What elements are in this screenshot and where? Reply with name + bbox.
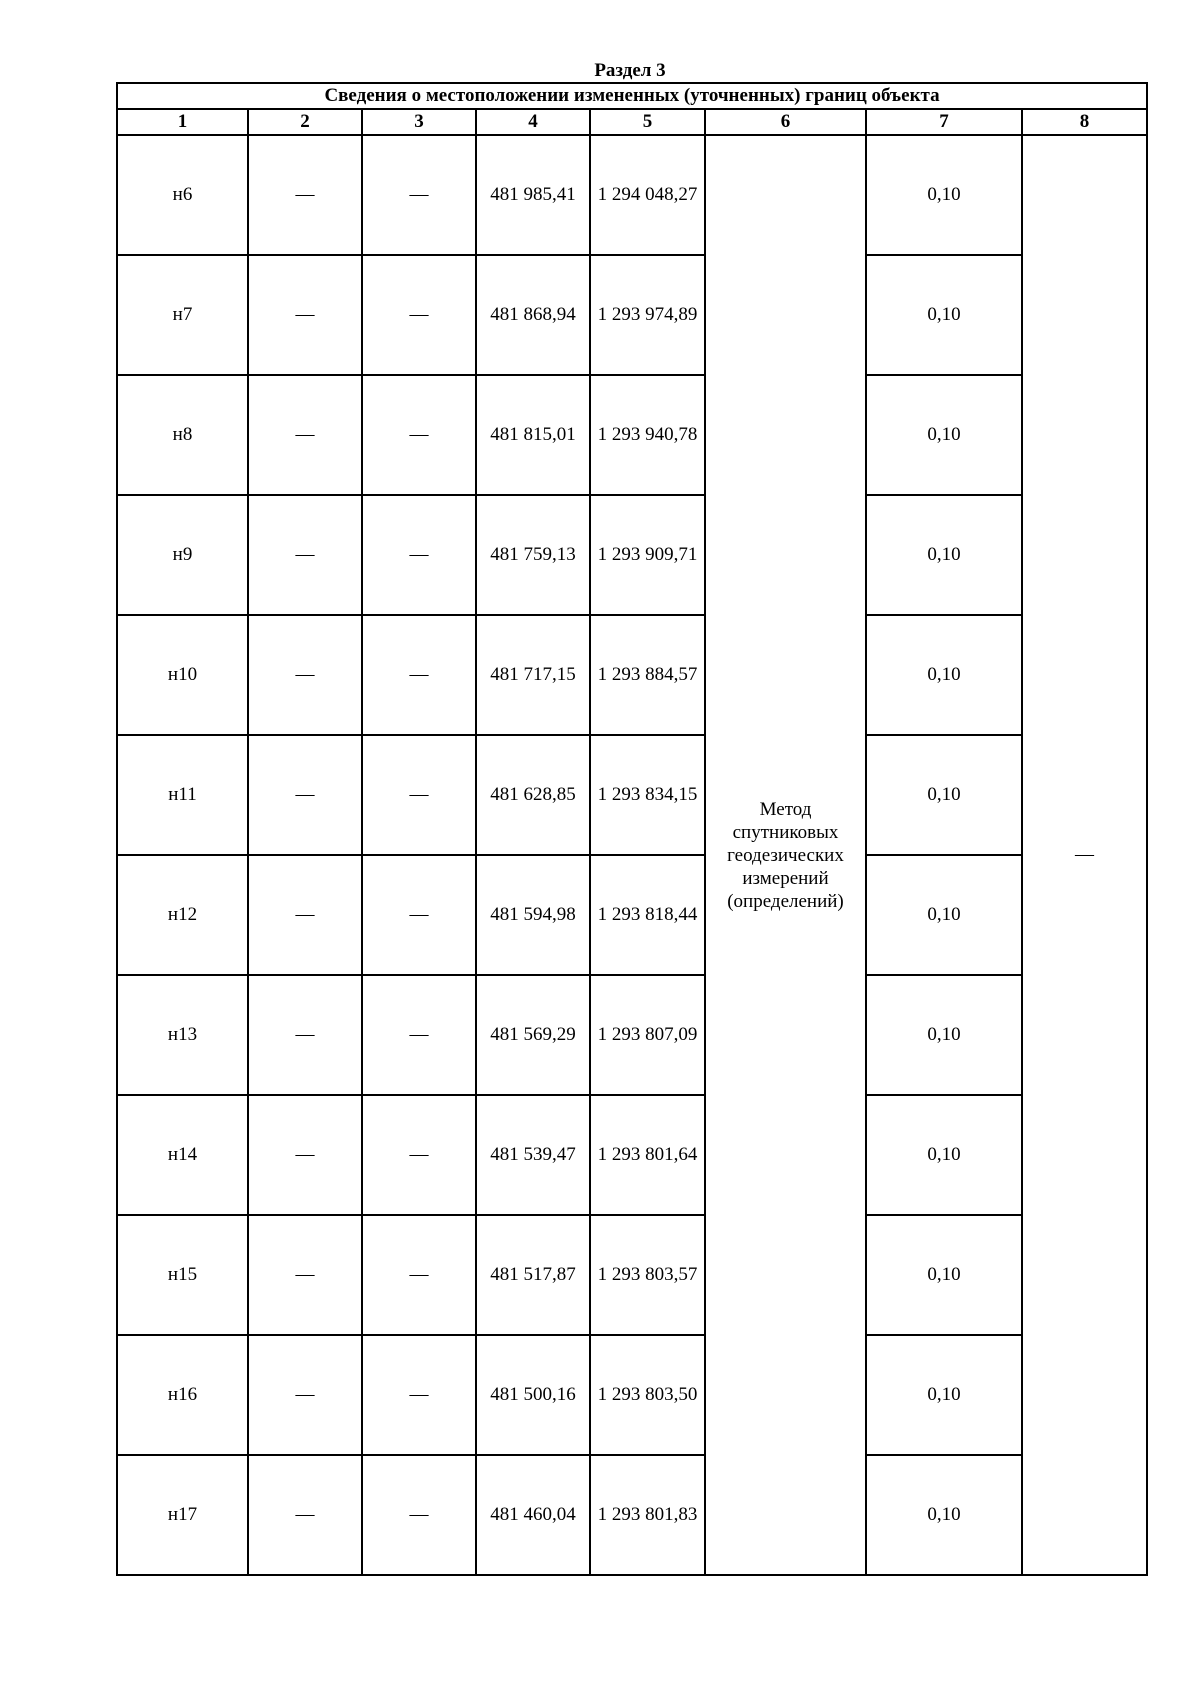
column-header: 2	[248, 109, 362, 135]
table-row	[117, 1335, 1147, 1455]
coordinate-y: 1 293 818,44	[590, 855, 705, 975]
table-row	[117, 495, 1147, 615]
column-3-value: —	[362, 135, 476, 255]
column-2-value: —	[248, 855, 362, 975]
point-id: н8	[117, 375, 248, 495]
column-header: 6	[705, 109, 866, 135]
column-2-value: —	[248, 975, 362, 1095]
table-row	[117, 615, 1147, 735]
point-id: н13	[117, 975, 248, 1095]
column-3-value: —	[362, 1095, 476, 1215]
table-row	[117, 855, 1147, 975]
accuracy-value: 0,10	[866, 615, 1022, 735]
column-8-value: —	[1022, 135, 1147, 1575]
column-2-value: —	[248, 615, 362, 735]
accuracy-value: 0,10	[866, 495, 1022, 615]
accuracy-value: 0,10	[866, 1215, 1022, 1335]
column-2-value: —	[248, 255, 362, 375]
point-id: н14	[117, 1095, 248, 1215]
coordinate-y: 1 293 974,89	[590, 255, 705, 375]
column-header: 4	[476, 109, 590, 135]
column-header: 3	[362, 109, 476, 135]
table-row	[117, 1215, 1147, 1335]
accuracy-value: 0,10	[866, 735, 1022, 855]
column-3-value: —	[362, 1215, 476, 1335]
accuracy-value: 0,10	[866, 1335, 1022, 1455]
point-id: н17	[117, 1455, 248, 1575]
accuracy-value: 0,10	[866, 975, 1022, 1095]
coordinate-y: 1 293 803,57	[590, 1215, 705, 1335]
accuracy-value: 0,10	[866, 855, 1022, 975]
column-2-value: —	[248, 135, 362, 255]
section-title: Раздел 3	[594, 60, 666, 81]
coordinate-y: 1 293 834,15	[590, 735, 705, 855]
accuracy-value: 0,10	[866, 1095, 1022, 1215]
column-2-value: —	[248, 735, 362, 855]
accuracy-value: 0,10	[866, 1455, 1022, 1575]
coordinate-x: 481 539,47	[476, 1095, 590, 1215]
column-header-row	[117, 109, 1147, 135]
coordinate-x: 481 717,15	[476, 615, 590, 735]
coordinate-y: 1 293 807,09	[590, 975, 705, 1095]
accuracy-value: 0,10	[866, 135, 1022, 255]
coordinate-x: 481 594,98	[476, 855, 590, 975]
column-3-value: —	[362, 375, 476, 495]
point-id: н7	[117, 255, 248, 375]
coordinate-x: 481 985,41	[476, 135, 590, 255]
coordinate-y: 1 293 884,57	[590, 615, 705, 735]
point-id: н12	[117, 855, 248, 975]
column-header: 1	[117, 109, 248, 135]
column-3-value: —	[362, 1455, 476, 1575]
column-2-value: —	[248, 375, 362, 495]
coordinate-x: 481 517,87	[476, 1215, 590, 1335]
table-row	[117, 735, 1147, 855]
coordinate-y: 1 293 909,71	[590, 495, 705, 615]
point-id: н10	[117, 615, 248, 735]
table-row	[117, 375, 1147, 495]
table-caption: Сведения о местоположении измененных (уточненных) границ объекта	[117, 83, 1147, 109]
point-id: н15	[117, 1215, 248, 1335]
coordinate-x: 481 759,13	[476, 495, 590, 615]
coordinate-y: 1 293 803,50	[590, 1335, 705, 1455]
accuracy-value: 0,10	[866, 375, 1022, 495]
column-2-value: —	[248, 495, 362, 615]
coordinate-x: 481 460,04	[476, 1455, 590, 1575]
table-row	[117, 1095, 1147, 1215]
point-id: н11	[117, 735, 248, 855]
accuracy-value: 0,10	[866, 255, 1022, 375]
coordinate-x: 481 628,85	[476, 735, 590, 855]
column-header: 8	[1022, 109, 1147, 135]
column-2-value: —	[248, 1215, 362, 1335]
column-3-value: —	[362, 615, 476, 735]
column-3-value: —	[362, 495, 476, 615]
column-3-value: —	[362, 975, 476, 1095]
column-3-value: —	[362, 735, 476, 855]
point-id: н16	[117, 1335, 248, 1455]
coordinate-x: 481 815,01	[476, 375, 590, 495]
coordinate-y: 1 293 940,78	[590, 375, 705, 495]
column-3-value: —	[362, 1335, 476, 1455]
point-id: н9	[117, 495, 248, 615]
coordinate-y: 1 293 801,83	[590, 1455, 705, 1575]
column-3-value: —	[362, 855, 476, 975]
coordinate-y: 1 294 048,27	[590, 135, 705, 255]
column-header: 7	[866, 109, 1022, 135]
coordinate-x: 481 868,94	[476, 255, 590, 375]
coordinates-table	[116, 82, 1148, 1576]
column-2-value: —	[248, 1455, 362, 1575]
table-row	[117, 255, 1147, 375]
point-id: н6	[117, 135, 248, 255]
column-2-value: —	[248, 1095, 362, 1215]
table-row	[117, 135, 1147, 255]
column-2-value: —	[248, 1335, 362, 1455]
coordinate-x: 481 569,29	[476, 975, 590, 1095]
column-header: 5	[590, 109, 705, 135]
coordinate-y: 1 293 801,64	[590, 1095, 705, 1215]
table-row	[117, 1455, 1147, 1575]
method-cell: Метод спутниковых геодезических измерений (определений)	[705, 135, 866, 1575]
coordinate-x: 481 500,16	[476, 1335, 590, 1455]
column-3-value: —	[362, 255, 476, 375]
table-row	[117, 975, 1147, 1095]
